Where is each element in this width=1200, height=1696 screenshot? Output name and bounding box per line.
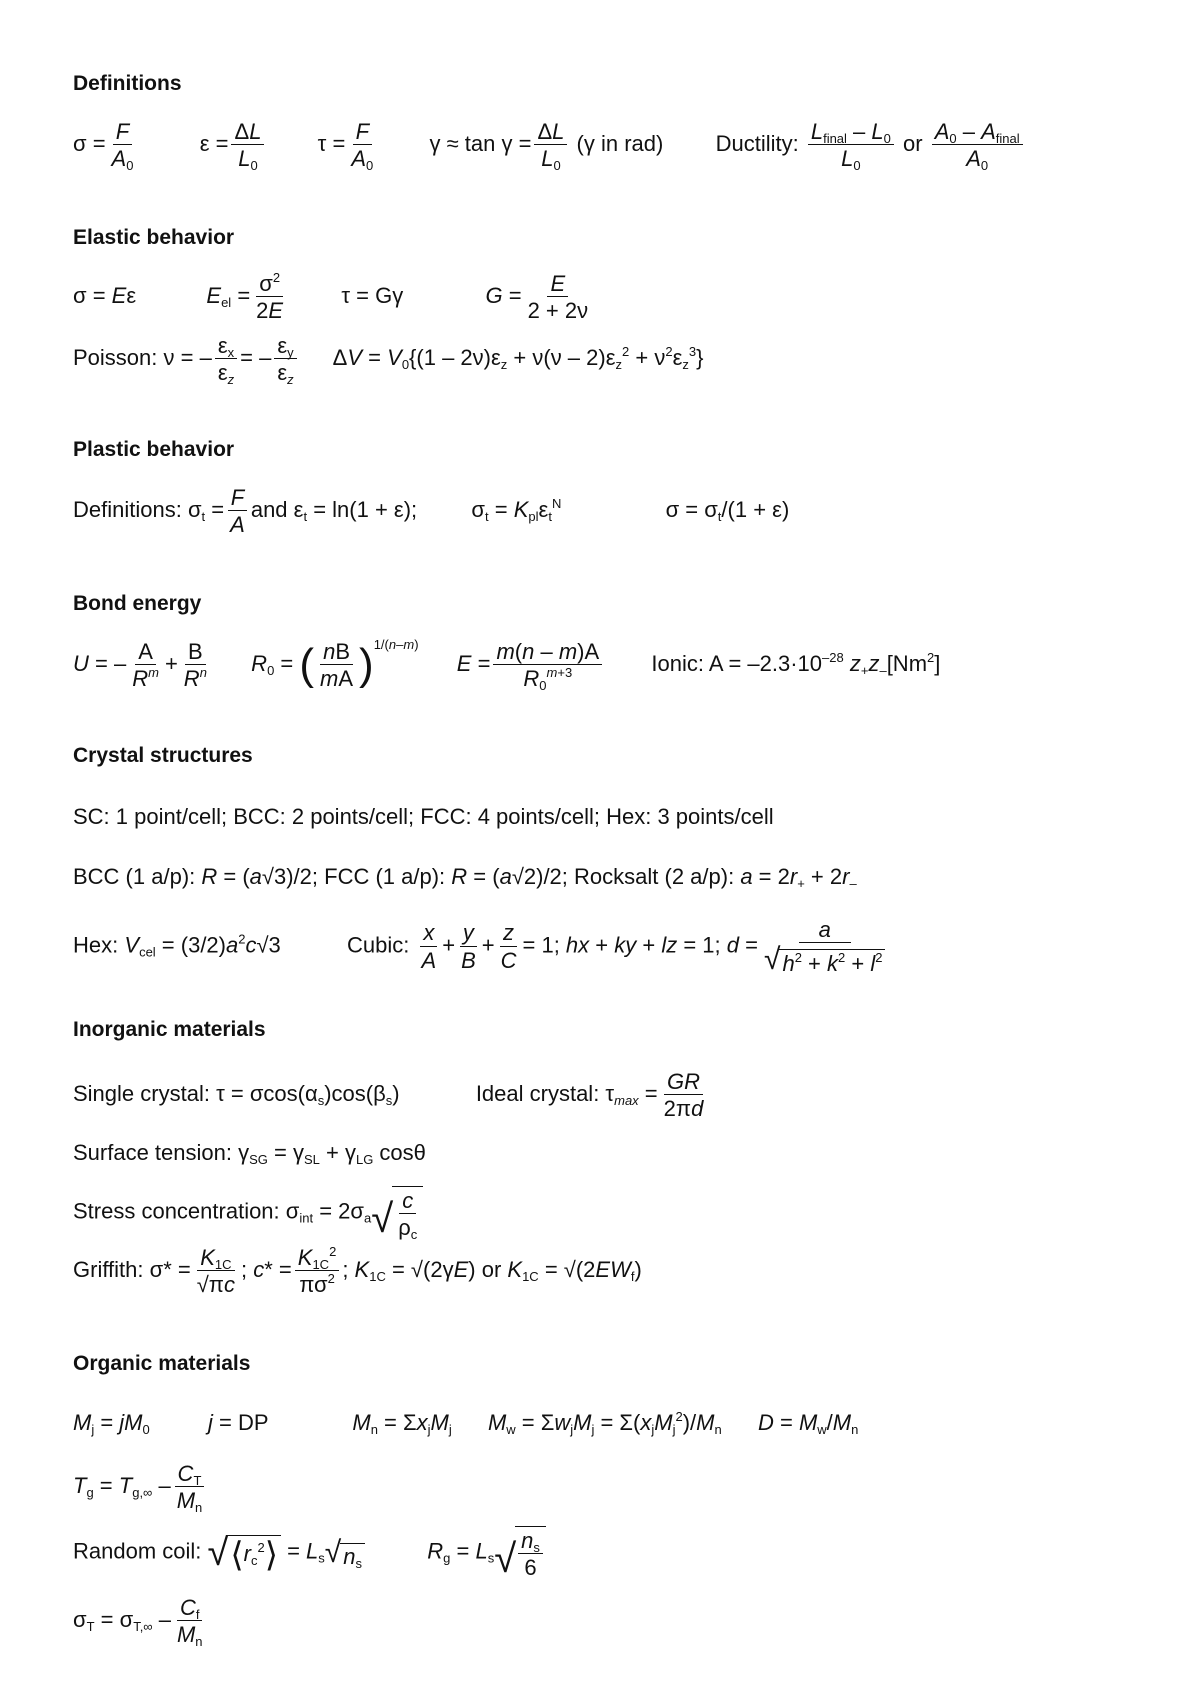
- elastic-formulas-line2: Poisson: ν = – $\frac{\varepsilon_x}{\varepsilon_z}$ = – $\frac{\varepsilon_y}{\varepsilon_z}$ $\Delta V = V_0\{(1 - 2\nu)\varepsilon_z + \nu(\nu - 2)\varepsilon_z^2 + \nu^2\varepsilon_z^3\}$: [73, 333, 704, 388]
- glass-transition-formula: $T_g = T_{g,\infty}$ – $\frac{C_T}{M_n}$: [73, 1462, 208, 1512]
- griffith-formula: Griffith: σ* = $\frac{K_{1C}}{√\pi c}$ ; c* = $\frac{K_{1C}^2}{\pi\sigma^2}$ ; $K_{1C} = √(2\gamma E)$ or $K_{1C} = √(2EW_f)$: [73, 1244, 642, 1298]
- section-heading-organic: Organic materials: [73, 1352, 251, 1375]
- hex-label: Hex:: [73, 932, 119, 958]
- gamma-in-rad-note: (γ in rad): [576, 130, 664, 156]
- section-heading-definitions: Definitions: [73, 72, 182, 95]
- ductility-label: Ductility:: [715, 130, 799, 156]
- random-coil-label: Random coil:: [73, 1538, 202, 1564]
- strength-formula: $\sigma_T = \sigma_{T,\infty}$ – $\frac{C_f}{M_n}$: [73, 1595, 203, 1650]
- section-heading-elastic: Elastic behavior: [73, 226, 235, 249]
- surface-tension-label: Surface tension:: [73, 1140, 232, 1165]
- definitions-label: Definitions:: [73, 496, 182, 522]
- surface-tension-formula: Surface tension: $\gamma_{SG} = \gamma_{SL} + \gamma_{LG}$ cosθ: [73, 1140, 426, 1167]
- section-heading-crystal: Crystal structures: [73, 744, 253, 767]
- section-heading-plastic: Plastic behavior: [73, 438, 235, 461]
- plastic-formulas: Definitions: $\sigma_t$ = $\frac{F}{A}$ and $\varepsilon_t = \ln(1 + \varepsilon)$; $\sigma_t = K_{pl}\varepsilon_t^N$ $\sigma = \sigma_t/(1 + \varepsilon)$: [73, 485, 790, 538]
- single-crystal-label: Single crystal:: [73, 1080, 210, 1106]
- section-heading-bond: Bond energy: [73, 592, 202, 615]
- atoms-per-point-line: BCC (1 a/p): R = (a√3)/2; FCC (1 a/p): R = (a√2)/2; Rocksalt (2 a/p): $a = 2r_+ + 2r_-$: [73, 864, 857, 891]
- stress-concentration-formula: Stress concentration: $\sigma_{int} = 2\sigma_a$ √ $\frac{c}{\rho_c}$: [73, 1186, 423, 1239]
- bond-energy-formulas: U = – $\frac{A}{R^m}$ + $\frac{B}{R^n}$ $R_0$ = ( $\frac{nB}{mA}$ )$^{1/(n-m)}$ E = $\frac{m(n - m)A}{R_0^{m+3}}$ Ionic: $A = -2.3\cdot 10^{-28}$ $z_+z_-[Nm^2]$: [73, 636, 941, 694]
- molar-mass-formulas: $M_j = jM_0$ j = DP $M_n = \Sigma x_jM_j$ $M_w = \Sigma w_jM_j = \Sigma(x_jM_j^2)/M_n$ $D = M_w/M_n$: [73, 1409, 859, 1437]
- ideal-crystal-label: Ideal crystal:: [475, 1080, 600, 1106]
- and-word: and: [250, 496, 288, 522]
- points-per-cell-line: SC: 1 point/cell; BCC: 2 points/cell; FCC: 4 points/cell; Hex: 3 points/cell: [73, 804, 774, 829]
- elastic-formulas-line1: σ = Eε $E_{el}$ = $\frac{\sigma^2}{2E}$ τ = Gγ G = $\frac{E}{2 + 2\nu}$: [73, 270, 589, 324]
- hex-cubic-formulas: Hex: $V_{cel} = (3/2)a^2c√3$ Cubic: $\frac{x}{A}$ + $\frac{y}{B}$ + $\frac{z}{C}$ = 1; hx + ky + lz = 1; d = a √ $h^2 + k^2 + l^2$: [73, 918, 891, 975]
- griffith-label: Griffith:: [73, 1256, 144, 1282]
- definitions-formulas: σ = $\frac{F}{A_0}$ ε = $\frac{\Delta L}{L_0}$ τ = $\frac{F}{A_0}$ γ ≈ tan γ = $\frac{\Delta L}{L_0}$ (γ in rad) Ductility: $L_{final} - L_0$ $L_0$ or $A_0 - A_{final}$ $A_0$: [73, 120, 1026, 170]
- stress-concentration-label: Stress concentration:: [73, 1198, 280, 1224]
- cubic-label: Cubic:: [347, 932, 410, 958]
- ionic-label: Ionic:: [651, 650, 704, 676]
- or-word: or: [903, 130, 923, 156]
- poisson-label: Poisson:: [73, 344, 158, 370]
- random-coil-formula: Random coil: √ $⟨r_c^2⟩$ = $L_s$ √ $n_s$ $R_g = L_s$ √ $\frac{n_s}{6}$: [73, 1526, 546, 1579]
- crystal-shear-formulas: Single crystal: $\tau = \sigma\cos(\alpha_s)\cos(\beta_s)$ Ideal crystal: $\tau_{max}$ = $\frac{GR}{2\pi d}$: [73, 1069, 704, 1122]
- section-heading-inorganic: Inorganic materials: [73, 1018, 266, 1041]
